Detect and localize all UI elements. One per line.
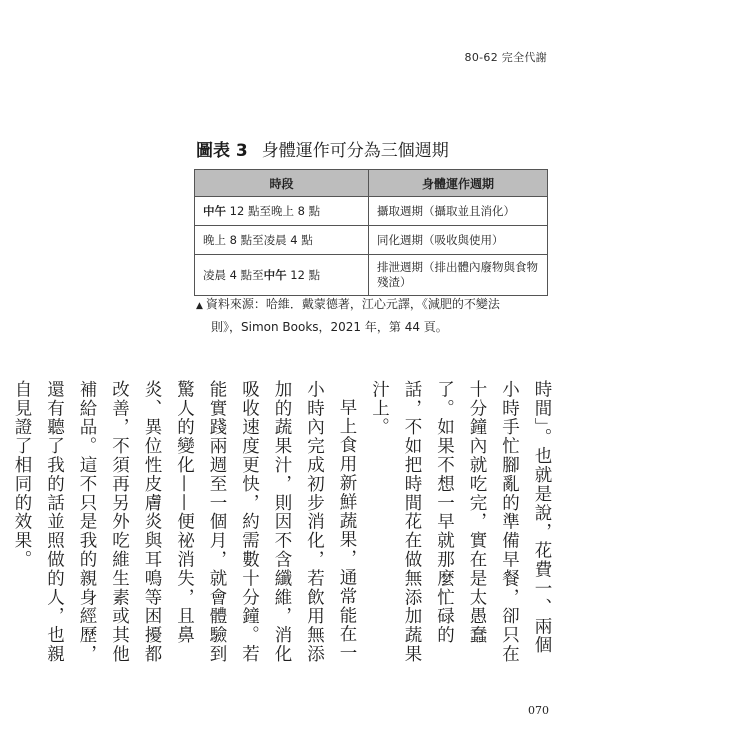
table-header-period: 時段 — [195, 170, 369, 197]
vertical-body-text — [12, 380, 558, 672]
source-line-2: 則》，Simon Books，2021 年，第 44 頁。 — [211, 320, 448, 334]
source-note — [196, 294, 548, 338]
source-line-1: 資料來源：哈維．戴蒙德著，江心元譯，《減肥的不變法 — [205, 297, 500, 311]
table-row — [195, 255, 548, 296]
table-cell-cycle: 攝取週期（攝取並且消化） — [369, 197, 548, 226]
table-cell-cycle: 同化週期（吸收與使用） — [369, 226, 548, 255]
table-row — [195, 197, 548, 226]
table-cell-cycle: 排泄週期（排出體內廢物與食物殘渣） — [369, 255, 548, 296]
body-paragraph: 時間」。也就是說，花費一、兩個小時手忙腳亂的準備早餐，卻只在十分鐘內就吃完，實在是太愚蠢了。如果不想一早就那麼忙碌的話，不如把時間花在做無添加蔬果汁上。 — [369, 380, 552, 664]
figure-title — [196, 136, 449, 161]
page-number: 070 — [528, 704, 549, 717]
table-header-cycle: 身體運作週期 — [369, 170, 548, 197]
period-highlight: 中午 — [263, 268, 287, 282]
table-row — [195, 226, 548, 255]
period-highlight: 中午 — [203, 204, 226, 218]
figure-title-text: 身體運作可分為三個週期 — [261, 141, 449, 161]
period-text-end: 12 點 — [286, 268, 321, 282]
body-cycle-table — [194, 169, 548, 296]
body-paragraph: 早上食用新鮮蔬果，通常能在一小時內完成初步消化，若飲用無添加的蔬果汁，則因不含纖維，消化吸收速度更快，約需數十分鐘。若能實踐兩週至一個月，就會體驗到驚人的變化——便祕消失，且鼻炎、異位性皮膚炎與耳鳴等困擾都改善，不須再另外吃維生素或其他補給品。這不只是我的親身經歷，還有聽了我的話並照做的人，也親自見證了相同的效果。 — [12, 380, 357, 664]
triangle-up-icon: ▲ — [196, 301, 203, 311]
period-text: 凌晨 4 點至 — [203, 268, 264, 282]
table-cell-period — [195, 197, 369, 226]
table-header-row — [195, 170, 548, 197]
running-header: 80-62 完全代謝 — [464, 51, 547, 64]
body-paragraph — [0, 380, 6, 672]
period-text: 12 點至晚上 8 點 — [226, 204, 321, 218]
table-cell-period — [195, 255, 369, 296]
figure-number: 圖表 3 — [196, 141, 248, 161]
table-cell-period: 晚上 8 點至凌晨 4 點 — [195, 226, 369, 255]
